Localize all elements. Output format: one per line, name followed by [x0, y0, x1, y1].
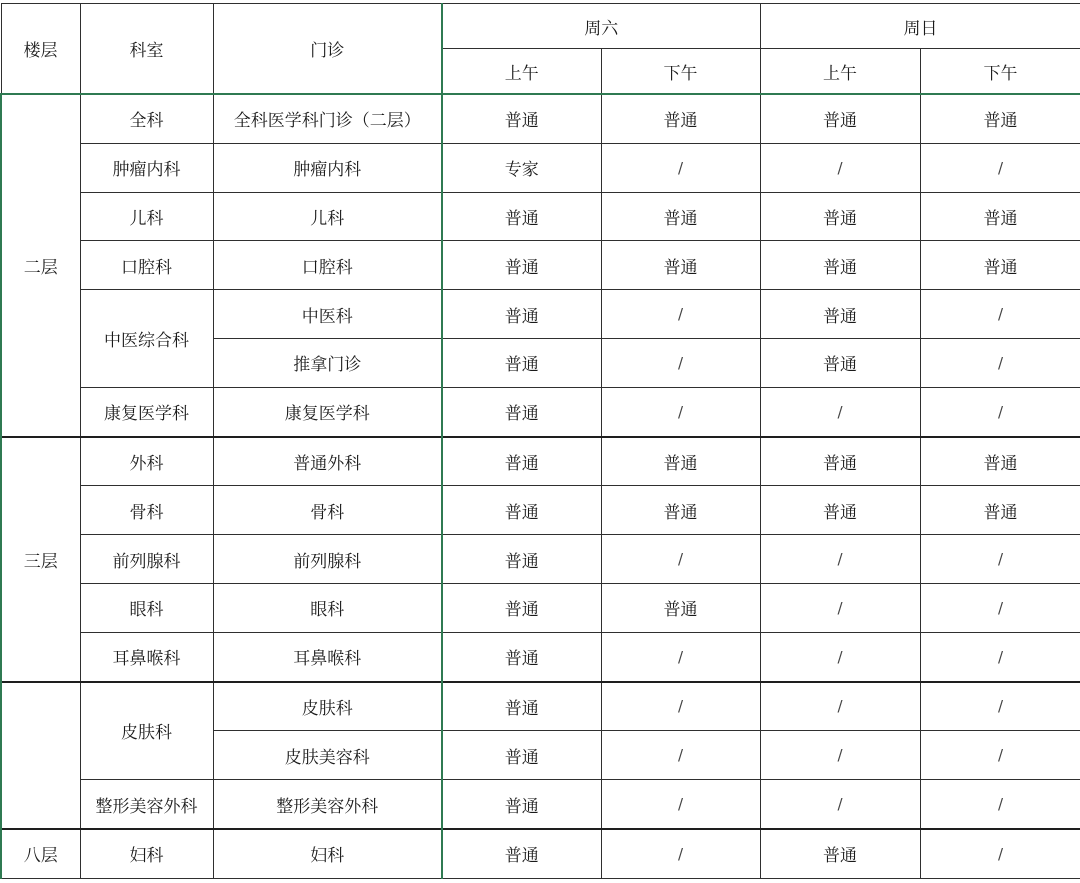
sun-am-cell: 普通 [760, 829, 920, 878]
table-row [1, 192, 1080, 241]
sun-am-cell: / [760, 632, 920, 681]
sun-pm-cell: 普通 [920, 486, 1080, 535]
sat-pm-cell: 普通 [601, 192, 760, 241]
sat-am-cell: 普通 [442, 387, 601, 436]
table-row [1, 94, 1080, 143]
dept-cell: 耳鼻喉科 [80, 632, 213, 681]
sun-pm-cell: 普通 [920, 241, 1080, 290]
clinic-cell: 中医科 [213, 290, 442, 339]
header-floor: 楼层 [1, 4, 80, 95]
table-row [1, 486, 1080, 535]
header-sun-pm: 下午 [920, 49, 1080, 95]
sat-am-cell: 专家 [442, 143, 601, 192]
sun-pm-cell: / [920, 387, 1080, 436]
sun-pm-cell: 普通 [920, 192, 1080, 241]
sun-am-cell: / [760, 535, 920, 584]
sun-am-cell: / [760, 583, 920, 632]
sun-pm-cell: / [920, 682, 1080, 731]
clinic-cell: 皮肤美容科 [213, 731, 442, 780]
dept-cell: 骨科 [80, 486, 213, 535]
header-saturday: 周六 [442, 4, 760, 49]
sat-pm-cell: / [601, 143, 760, 192]
sat-pm-cell: / [601, 682, 760, 731]
sat-pm-cell: 普通 [601, 241, 760, 290]
sat-pm-cell: / [601, 338, 760, 387]
floor-cell: 二层 [1, 94, 80, 437]
sun-pm-cell: / [920, 632, 1080, 681]
sun-pm-cell: / [920, 143, 1080, 192]
sat-am-cell: 普通 [442, 338, 601, 387]
sun-pm-cell: / [920, 583, 1080, 632]
clinic-cell: 皮肤科 [213, 682, 442, 731]
floor-cell [1, 682, 80, 829]
table-row [1, 437, 1080, 486]
sat-am-cell: 普通 [442, 829, 601, 878]
clinic-cell: 全科医学科门诊（二层） [213, 94, 442, 143]
table-row [1, 583, 1080, 632]
dept-cell: 肿瘤内科 [80, 143, 213, 192]
sat-am-cell: 普通 [442, 780, 601, 829]
sun-pm-cell: / [920, 780, 1080, 829]
sun-pm-cell: / [920, 535, 1080, 584]
clinic-cell: 耳鼻喉科 [213, 632, 442, 681]
clinic-cell: 眼科 [213, 583, 442, 632]
dept-cell: 儿科 [80, 192, 213, 241]
header-sun-am: 上午 [760, 49, 920, 95]
sun-am-cell: 普通 [760, 290, 920, 339]
dept-cell: 外科 [80, 437, 213, 486]
header-sat-pm: 下午 [601, 49, 760, 95]
sun-pm-cell: 普通 [920, 94, 1080, 143]
sat-am-cell: 普通 [442, 682, 601, 731]
sat-pm-cell: 普通 [601, 583, 760, 632]
dept-cell: 整形美容外科 [80, 780, 213, 829]
sun-pm-cell: / [920, 338, 1080, 387]
dept-cell: 全科 [80, 94, 213, 143]
clinic-cell: 整形美容外科 [213, 780, 442, 829]
clinic-cell: 妇科 [213, 829, 442, 878]
table-row [1, 682, 1080, 731]
sat-pm-cell: / [601, 535, 760, 584]
sat-am-cell: 普通 [442, 192, 601, 241]
sat-pm-cell: / [601, 290, 760, 339]
floor-cell: 三层 [1, 437, 80, 682]
header-sat-am: 上午 [442, 49, 601, 95]
sun-am-cell: 普通 [760, 338, 920, 387]
sat-pm-cell: 普通 [601, 94, 760, 143]
table-row [1, 290, 1080, 339]
sat-am-cell: 普通 [442, 241, 601, 290]
clinic-cell: 普通外科 [213, 437, 442, 486]
sun-am-cell: / [760, 143, 920, 192]
sat-am-cell: 普通 [442, 94, 601, 143]
sun-pm-cell: 普通 [920, 437, 1080, 486]
dept-cell: 中医综合科 [80, 290, 213, 388]
sun-am-cell: / [760, 780, 920, 829]
clinic-cell: 肿瘤内科 [213, 143, 442, 192]
dept-cell: 前列腺科 [80, 535, 213, 584]
sat-am-cell: 普通 [442, 535, 601, 584]
sun-am-cell: 普通 [760, 437, 920, 486]
table-row [1, 632, 1080, 681]
sun-pm-cell: / [920, 731, 1080, 780]
dept-cell: 皮肤科 [80, 682, 213, 780]
dept-cell: 康复医学科 [80, 387, 213, 436]
header-row-days [1, 4, 1080, 49]
sat-am-cell: 普通 [442, 632, 601, 681]
sun-am-cell: 普通 [760, 192, 920, 241]
sat-am-cell: 普通 [442, 583, 601, 632]
sat-am-cell: 普通 [442, 486, 601, 535]
header-sunday: 周日 [760, 4, 1080, 49]
sat-pm-cell: / [601, 387, 760, 436]
clinic-cell: 口腔科 [213, 241, 442, 290]
header-clinic: 门诊 [213, 4, 442, 95]
sat-am-cell: 普通 [442, 731, 601, 780]
table-row [1, 780, 1080, 829]
sun-am-cell: 普通 [760, 241, 920, 290]
dept-cell: 妇科 [80, 829, 213, 878]
sun-am-cell: / [760, 387, 920, 436]
clinic-cell: 康复医学科 [213, 387, 442, 436]
sat-pm-cell: 普通 [601, 437, 760, 486]
table-row [1, 535, 1080, 584]
clinic-schedule-table [0, 3, 1080, 879]
sun-am-cell: / [760, 682, 920, 731]
table-row [1, 829, 1080, 878]
sat-pm-cell: / [601, 632, 760, 681]
sat-pm-cell: 普通 [601, 486, 760, 535]
sun-pm-cell: / [920, 829, 1080, 878]
floor-cell: 八层 [1, 829, 80, 878]
table-row [1, 387, 1080, 436]
sat-pm-cell: / [601, 731, 760, 780]
table-row [1, 241, 1080, 290]
dept-cell: 口腔科 [80, 241, 213, 290]
dept-cell: 眼科 [80, 583, 213, 632]
clinic-cell: 前列腺科 [213, 535, 442, 584]
header-dept: 科室 [80, 4, 213, 95]
clinic-cell: 儿科 [213, 192, 442, 241]
clinic-cell: 推拿门诊 [213, 338, 442, 387]
sat-pm-cell: / [601, 829, 760, 878]
sun-am-cell: 普通 [760, 94, 920, 143]
table-row [1, 143, 1080, 192]
sun-am-cell: 普通 [760, 486, 920, 535]
sun-am-cell: / [760, 731, 920, 780]
sat-am-cell: 普通 [442, 437, 601, 486]
sun-pm-cell: / [920, 290, 1080, 339]
sat-am-cell: 普通 [442, 290, 601, 339]
clinic-cell: 骨科 [213, 486, 442, 535]
sat-pm-cell: / [601, 780, 760, 829]
